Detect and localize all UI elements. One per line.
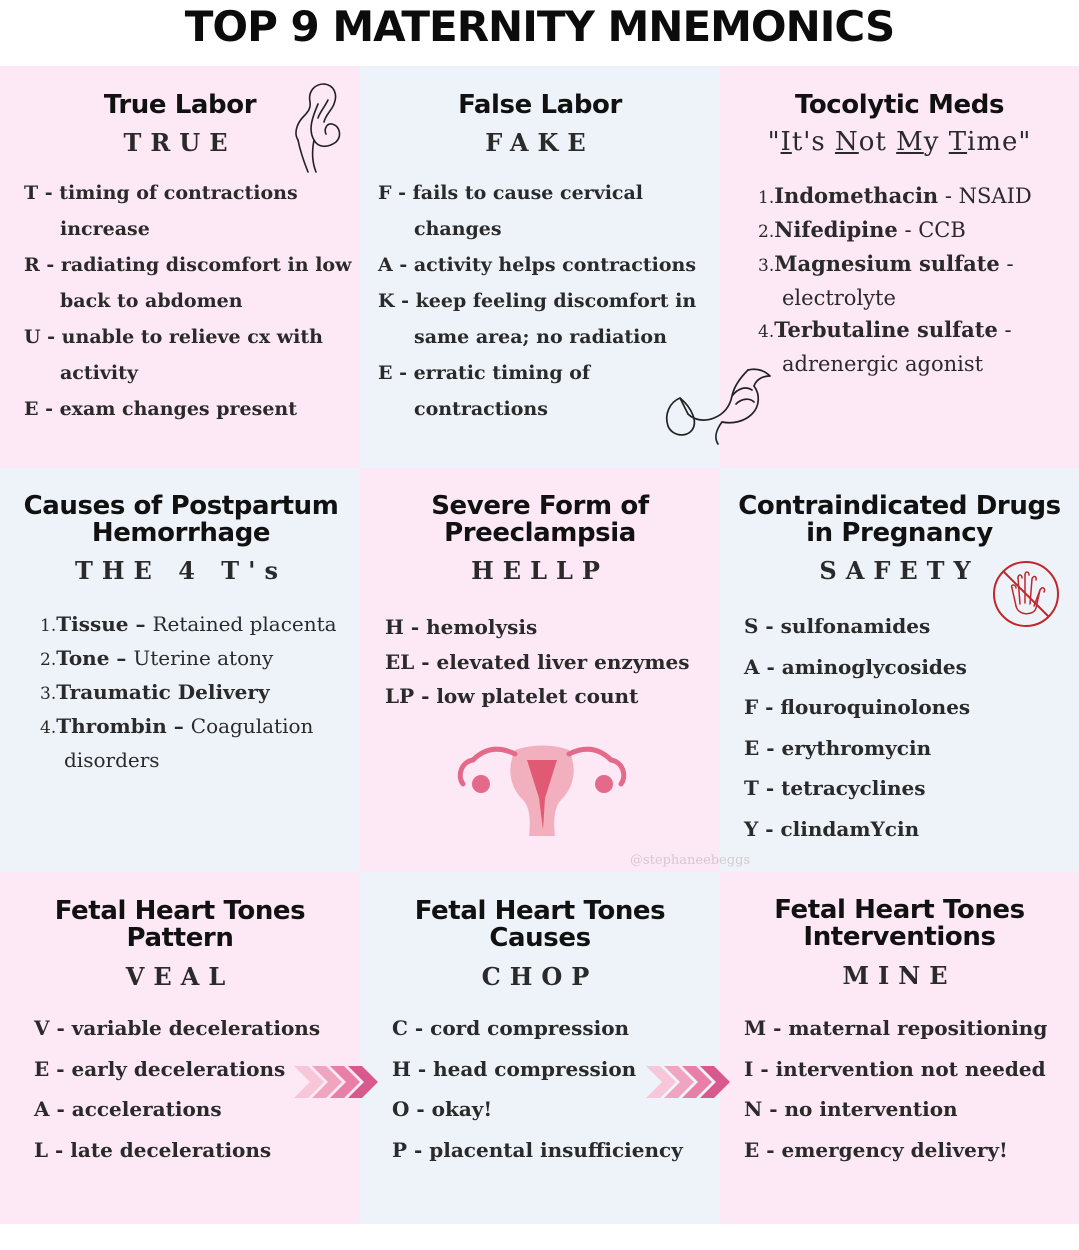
list-item: V - variable decelerations	[34, 1016, 321, 1040]
list-item: A - activity helps contractions	[378, 254, 697, 276]
list-item	[40, 710, 354, 776]
cell-title: Tocolytic Meds	[794, 90, 1005, 120]
item-sep: -	[938, 184, 959, 208]
page-title: TOP 9 MATERNITY MNEMONICS	[184, 2, 895, 51]
item-name: Indomethacin	[774, 183, 939, 208]
cell-title-line: in Pregnancy	[806, 518, 993, 548]
mnemonic-text: ot	[858, 127, 897, 157]
cell-title	[720, 493, 1079, 547]
mnemonic-list	[40, 608, 354, 776]
item-number: 2.	[758, 222, 775, 242]
list-item: EL - elevated liver enzymes	[385, 649, 690, 674]
item-number: 4.	[758, 322, 775, 342]
cell-fht-pattern	[0, 872, 360, 1224]
mnemonic-word: THE 4 T's	[75, 556, 287, 585]
cell-title-line: Fetal Heart Tones	[54, 896, 306, 926]
cell-title-line: Fetal Heart Tones	[774, 895, 1025, 925]
list-item	[758, 180, 1074, 214]
mnemonic-letter: T	[948, 127, 968, 157]
cell-fht-interventions	[720, 872, 1079, 1224]
list-item: O - okay!	[392, 1097, 493, 1121]
list-item: K - keep feeling discomfort in same area; no radiation	[378, 290, 697, 348]
list-item: M - maternal repositioning	[744, 1016, 1048, 1040]
stork-icon	[660, 364, 776, 446]
mnemonic-word: HELLP	[471, 556, 609, 585]
item-sep: –	[128, 612, 153, 636]
list-item: P - placental insufficiency	[392, 1137, 683, 1162]
list-item: E - early decelerations	[34, 1056, 286, 1081]
mnemonic-word: VEAL	[125, 962, 235, 991]
item-desc: Uterine atony	[133, 646, 274, 670]
list-item: R - radiating discomfort in low back to abdomen	[24, 254, 352, 312]
list-item	[758, 248, 1074, 314]
list-item: E - erratic timing of contractions	[378, 362, 591, 420]
item-sep: –	[109, 646, 134, 670]
cell-title	[0, 898, 360, 952]
mnemonic-phrase	[720, 127, 1079, 157]
cell-title-line: Contraindicated Drugs	[738, 491, 1061, 521]
mnemonic-word: MINE	[842, 961, 957, 990]
mnemonic-text: ime"	[967, 127, 1032, 157]
cell-true-labor	[0, 66, 360, 468]
item-number: 4.	[40, 718, 57, 738]
list-item: L - late decelerations	[34, 1137, 272, 1162]
cell-title	[360, 898, 720, 952]
item-name: Traumatic Delivery	[56, 680, 270, 704]
mnemonic-letter: I	[780, 127, 792, 157]
cell-postpartum-hemorrhage	[0, 468, 360, 872]
mnemonic-letter: M	[896, 127, 924, 157]
mnemonic-word: SAFETY	[819, 556, 980, 585]
item-name: Terbutaline sulfate	[774, 317, 998, 342]
cell-title-line: Causes	[489, 923, 591, 953]
list-item: I - intervention not needed	[744, 1056, 1046, 1081]
list-item: F - fails to cause cervical changes	[378, 182, 644, 240]
list-item	[758, 214, 1074, 248]
mnemonic-word: CHOP	[481, 962, 599, 991]
cell-title-line: Hemorrhage	[91, 518, 271, 548]
item-desc: Retained placenta	[152, 612, 337, 636]
item-name: Tissue	[56, 612, 129, 636]
prohibited-hand-icon	[990, 558, 1062, 630]
cell-fht-causes	[360, 872, 720, 1224]
list-item: Y - clindamYcin	[744, 816, 920, 841]
item-number: 3.	[40, 684, 57, 704]
cell-preeclampsia	[360, 468, 720, 872]
list-item: A - accelerations	[34, 1097, 222, 1121]
mnemonic-list	[385, 610, 715, 714]
list-item: LP - low platelet count	[385, 684, 639, 708]
list-item: N - no intervention	[744, 1097, 958, 1121]
list-item: T - timing of contractions increase	[24, 182, 298, 240]
mnemonic-list	[744, 1008, 1076, 1170]
mnemonic-word: TRUE	[123, 128, 237, 157]
cell-title: True Labor	[103, 90, 257, 120]
list-item: E - emergency delivery!	[744, 1137, 1008, 1162]
cell-title-line: Causes of Postpartum	[23, 491, 339, 521]
item-desc: NSAID	[958, 184, 1032, 208]
list-item: H - head compression	[392, 1056, 637, 1081]
watermark: @stephaneebeggs	[630, 853, 751, 868]
list-item: F - flouroquinolones	[744, 695, 971, 719]
mnemonic-list	[758, 180, 1074, 380]
cell-title	[720, 897, 1079, 951]
item-desc: Coagulation disorders	[64, 714, 314, 772]
list-item: H - hemolysis	[385, 615, 538, 639]
item-sep: –	[166, 714, 191, 738]
item-sep: -	[999, 252, 1014, 276]
list-item: A - aminoglycosides	[744, 654, 967, 679]
uterus-icon	[455, 738, 630, 840]
item-desc: electrolyte	[782, 286, 896, 310]
item-desc: adrenergic agonist	[782, 352, 984, 376]
cell-title-line: Severe Form of	[431, 491, 649, 521]
item-name: Nifedipine	[774, 217, 898, 242]
mnemonic-list	[24, 175, 354, 427]
item-number: 2.	[40, 650, 57, 670]
list-item: E - erythromycin	[744, 735, 932, 760]
list-item: T - tetracyclines	[744, 776, 926, 800]
list-item	[40, 676, 354, 710]
mnemonic-word: FAKE	[485, 128, 595, 157]
pregnant-woman-icon	[284, 78, 350, 176]
item-number: 1.	[758, 188, 775, 208]
cell-title-line: Fetal Heart Tones	[414, 896, 666, 926]
item-number: 3.	[758, 256, 775, 276]
cell-title: False Labor	[458, 90, 622, 120]
item-desc: CCB	[918, 218, 966, 242]
list-item: C - cord compression	[392, 1016, 630, 1040]
cell-title	[360, 493, 720, 547]
item-number: 1.	[40, 616, 57, 636]
mnemonic-list	[744, 606, 1074, 849]
list-item	[40, 642, 354, 676]
cell-title-line: Pattern	[126, 923, 234, 953]
list-item	[758, 314, 1074, 380]
list-item: E - exam changes present	[24, 398, 297, 420]
mnemonic-text: t's	[791, 127, 836, 157]
item-sep: -	[897, 218, 919, 242]
list-item: U - unable to relieve cx with activity	[24, 326, 323, 384]
list-item: S - sulfonamides	[744, 614, 931, 638]
chevron-arrows-icon	[646, 1064, 730, 1100]
cell-title	[0, 493, 362, 547]
mnemonic-list	[378, 175, 708, 427]
mnemonic-quote: "	[767, 127, 781, 157]
list-item	[40, 608, 354, 642]
mnemonic-text: y	[923, 127, 949, 157]
chevron-arrows-icon	[294, 1064, 378, 1100]
item-name: Tone	[56, 646, 110, 670]
item-name: Thrombin	[56, 714, 167, 738]
item-name: Magnesium sulfate	[774, 251, 1000, 276]
mnemonic-letter: N	[835, 127, 859, 157]
item-sep: -	[997, 318, 1012, 342]
cell-title-line: Preeclampsia	[444, 518, 636, 548]
cell-contraindicated-drugs	[720, 468, 1079, 872]
cell-title-line: Interventions	[803, 922, 996, 952]
